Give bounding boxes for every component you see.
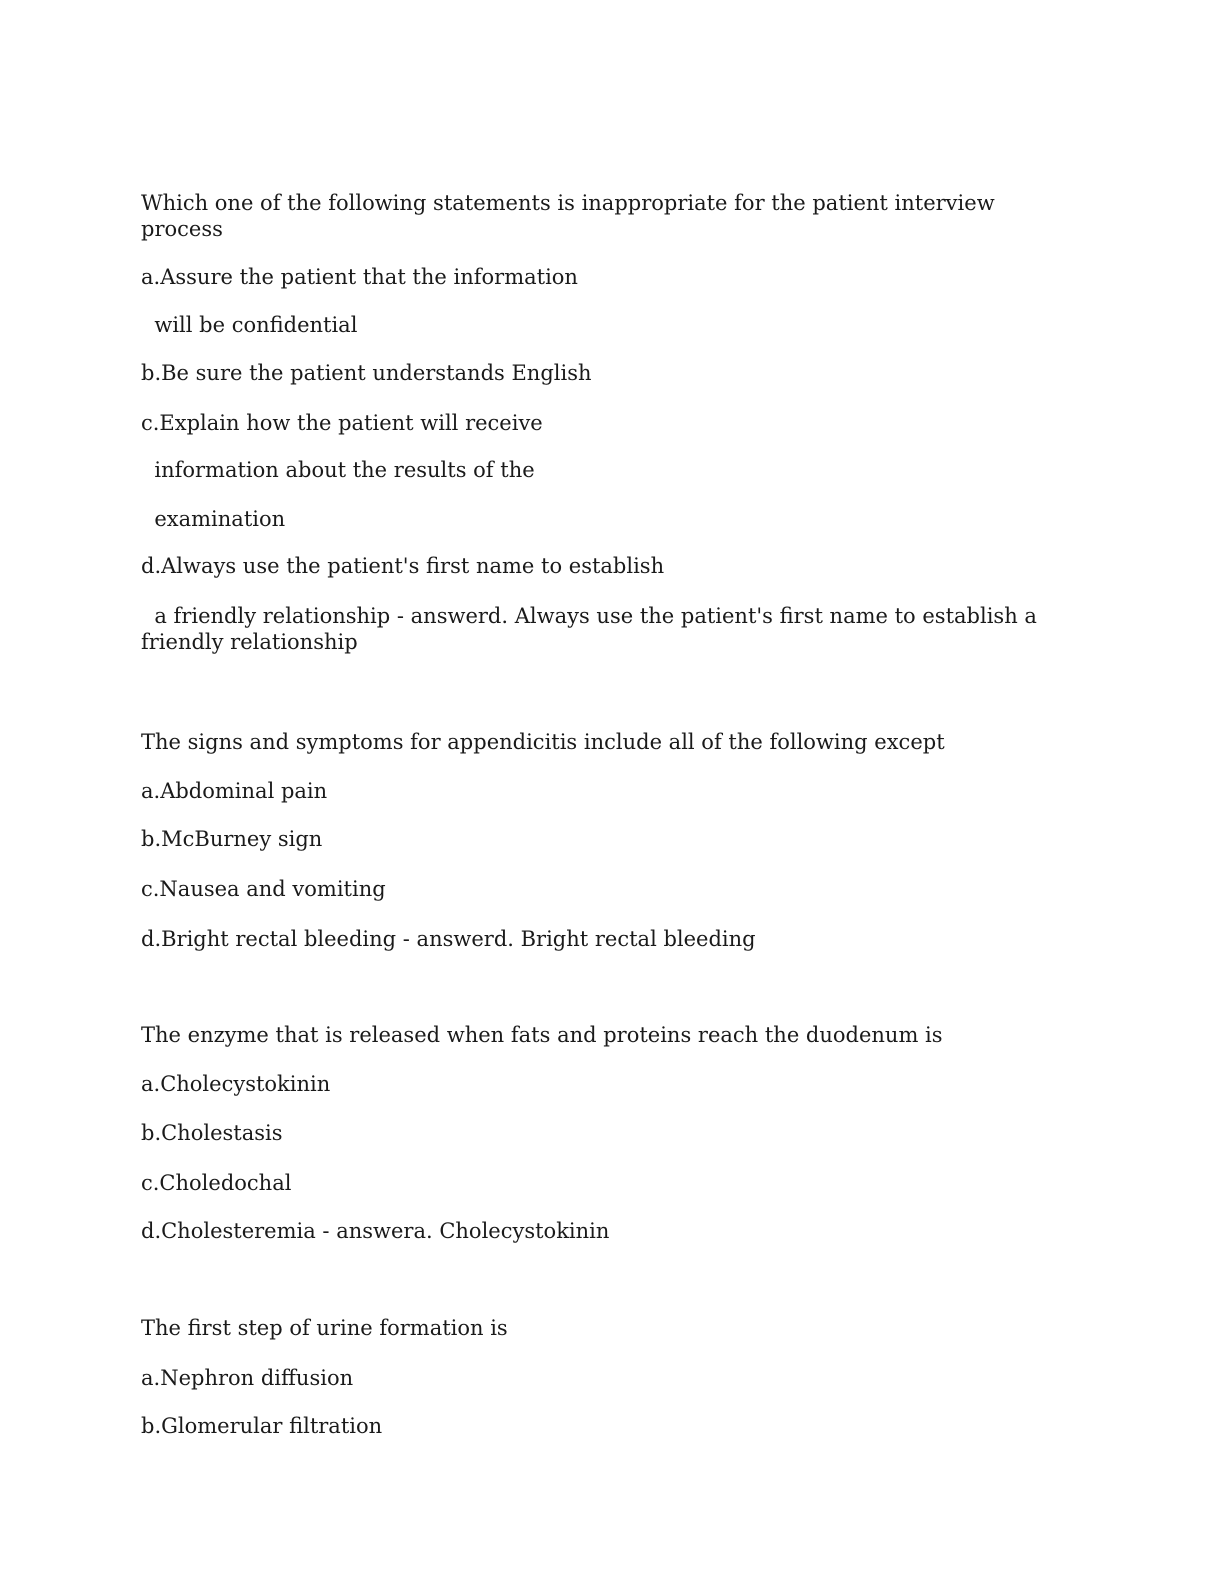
question-4-stem: The first step of urine formation is [141,1316,508,1340]
question-2-option-a: a.Abdominal pain [141,779,328,803]
question-2-answer: d.Bright rectal bleeding - answerd. Bright rectal bleeding [141,927,756,951]
question-3-answer: d.Cholesteremia - answera. Cholecystokinin [141,1219,610,1243]
question-2-option-c: c.Nausea and vomiting [141,877,386,901]
question-3-option-b: b.Cholestasis [141,1121,283,1145]
question-1-stem: Which one of the following statements is inappropriate for the patient interview process [141,191,995,241]
question-3-option-a: a.Cholecystokinin [141,1072,331,1096]
question-2-option-b: b.McBurney sign [141,827,323,851]
question-1-option-c: c.Explain how the patient will receive [141,411,543,435]
question-1-answer: a friendly relationship - answerd. Always use the patient's first name to establish a friendly relationship [141,604,1044,654]
question-3-stem: The enzyme that is released when fats and proteins reach the duodenum is [141,1023,943,1047]
question-1-option-c-cont-2: examination [141,507,286,531]
question-4-option-b: b.Glomerular filtration [141,1414,383,1438]
question-3-option-c: c.Choledochal [141,1171,292,1195]
question-1-option-a: a.Assure the patient that the information [141,265,578,289]
question-1-option-a-cont: will be confidential [141,313,358,337]
question-4-option-a: a.Nephron diffusion [141,1366,354,1390]
question-1-option-b: b.Be sure the patient understands English [141,361,592,385]
question-1-option-d: d.Always use the patient's first name to establish [141,554,665,578]
question-2-stem: The signs and symptoms for appendicitis include all of the following except [141,730,945,754]
question-1-option-c-cont-1: information about the results of the [141,458,535,482]
